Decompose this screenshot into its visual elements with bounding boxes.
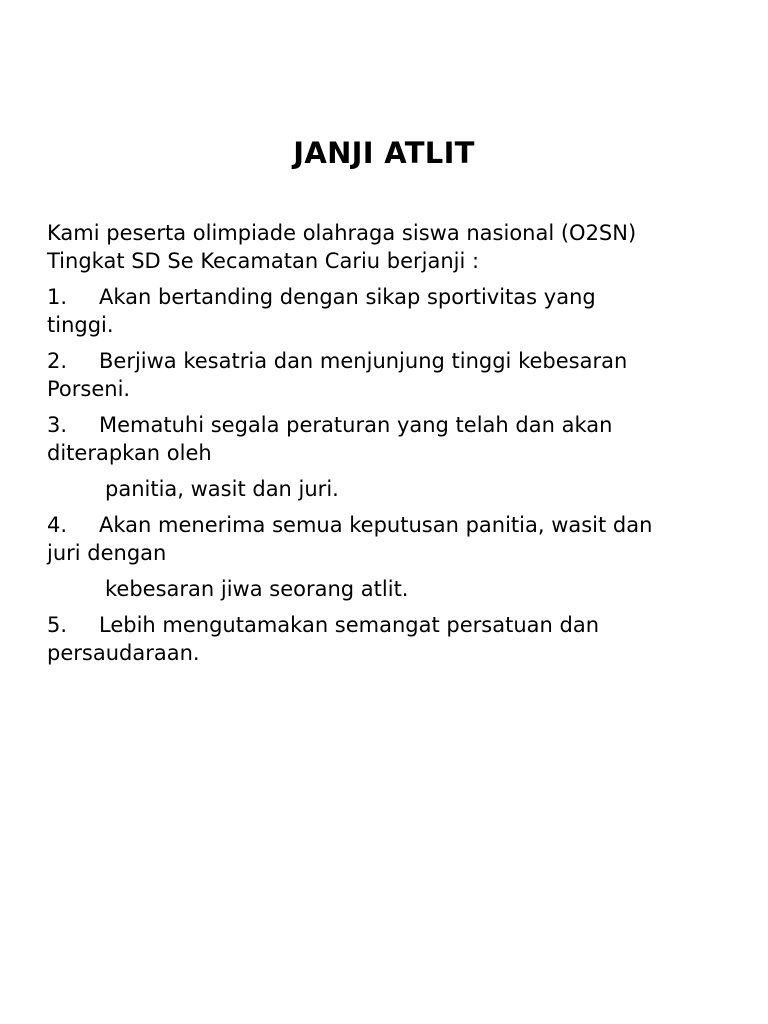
document-title: JANJI ATLIT <box>293 136 475 170</box>
pledge-number: 4. <box>47 513 68 537</box>
pledge-item-4 <box>47 511 737 567</box>
pledge-item-2 <box>47 347 737 403</box>
pledge-text-line-2: juri dengan <box>47 541 167 565</box>
pledge-text-line-2: tinggi. <box>47 313 114 337</box>
intro-line-2: Tingkat SD Se Kecamatan Cariu berjanji : <box>47 249 480 273</box>
pledge-continuation: panitia, wasit dan juri. <box>105 477 339 501</box>
document-body <box>47 219 737 675</box>
pledge-text-line-1: Mematuhi segala peraturan yang telah dan akan <box>99 413 613 437</box>
pledge-number: 3. <box>47 413 68 437</box>
pledge-number: 1. <box>47 285 68 309</box>
pledge-text-line-1: Berjiwa kesatria dan menjunjung tinggi kebesaran <box>99 349 628 373</box>
pledge-item-3 <box>47 411 737 467</box>
intro-line-1: Kami peserta olimpiade olahraga siswa nasional (O2SN) <box>47 221 637 245</box>
pledge-number: 2. <box>47 349 68 373</box>
pledge-continuation: kebesaran jiwa seorang atlit. <box>105 577 409 601</box>
pledge-item-1 <box>47 283 737 339</box>
pledge-text-line-2: Porseni. <box>47 377 131 401</box>
pledge-item-5 <box>47 611 737 667</box>
pledge-number: 5. <box>47 613 68 637</box>
pledge-text-line-2: persaudaraan. <box>47 641 200 665</box>
intro-paragraph <box>47 219 737 275</box>
pledge-text-line-1: Akan bertanding dengan sikap sportivitas yang <box>99 285 596 309</box>
pledge-text-line-2: diterapkan oleh <box>47 441 212 465</box>
pledge-text-line-1: Akan menerima semua keputusan panitia, wasit dan <box>99 513 653 537</box>
pledge-text-line-1: Lebih mengutamakan semangat persatuan dan <box>99 613 600 637</box>
